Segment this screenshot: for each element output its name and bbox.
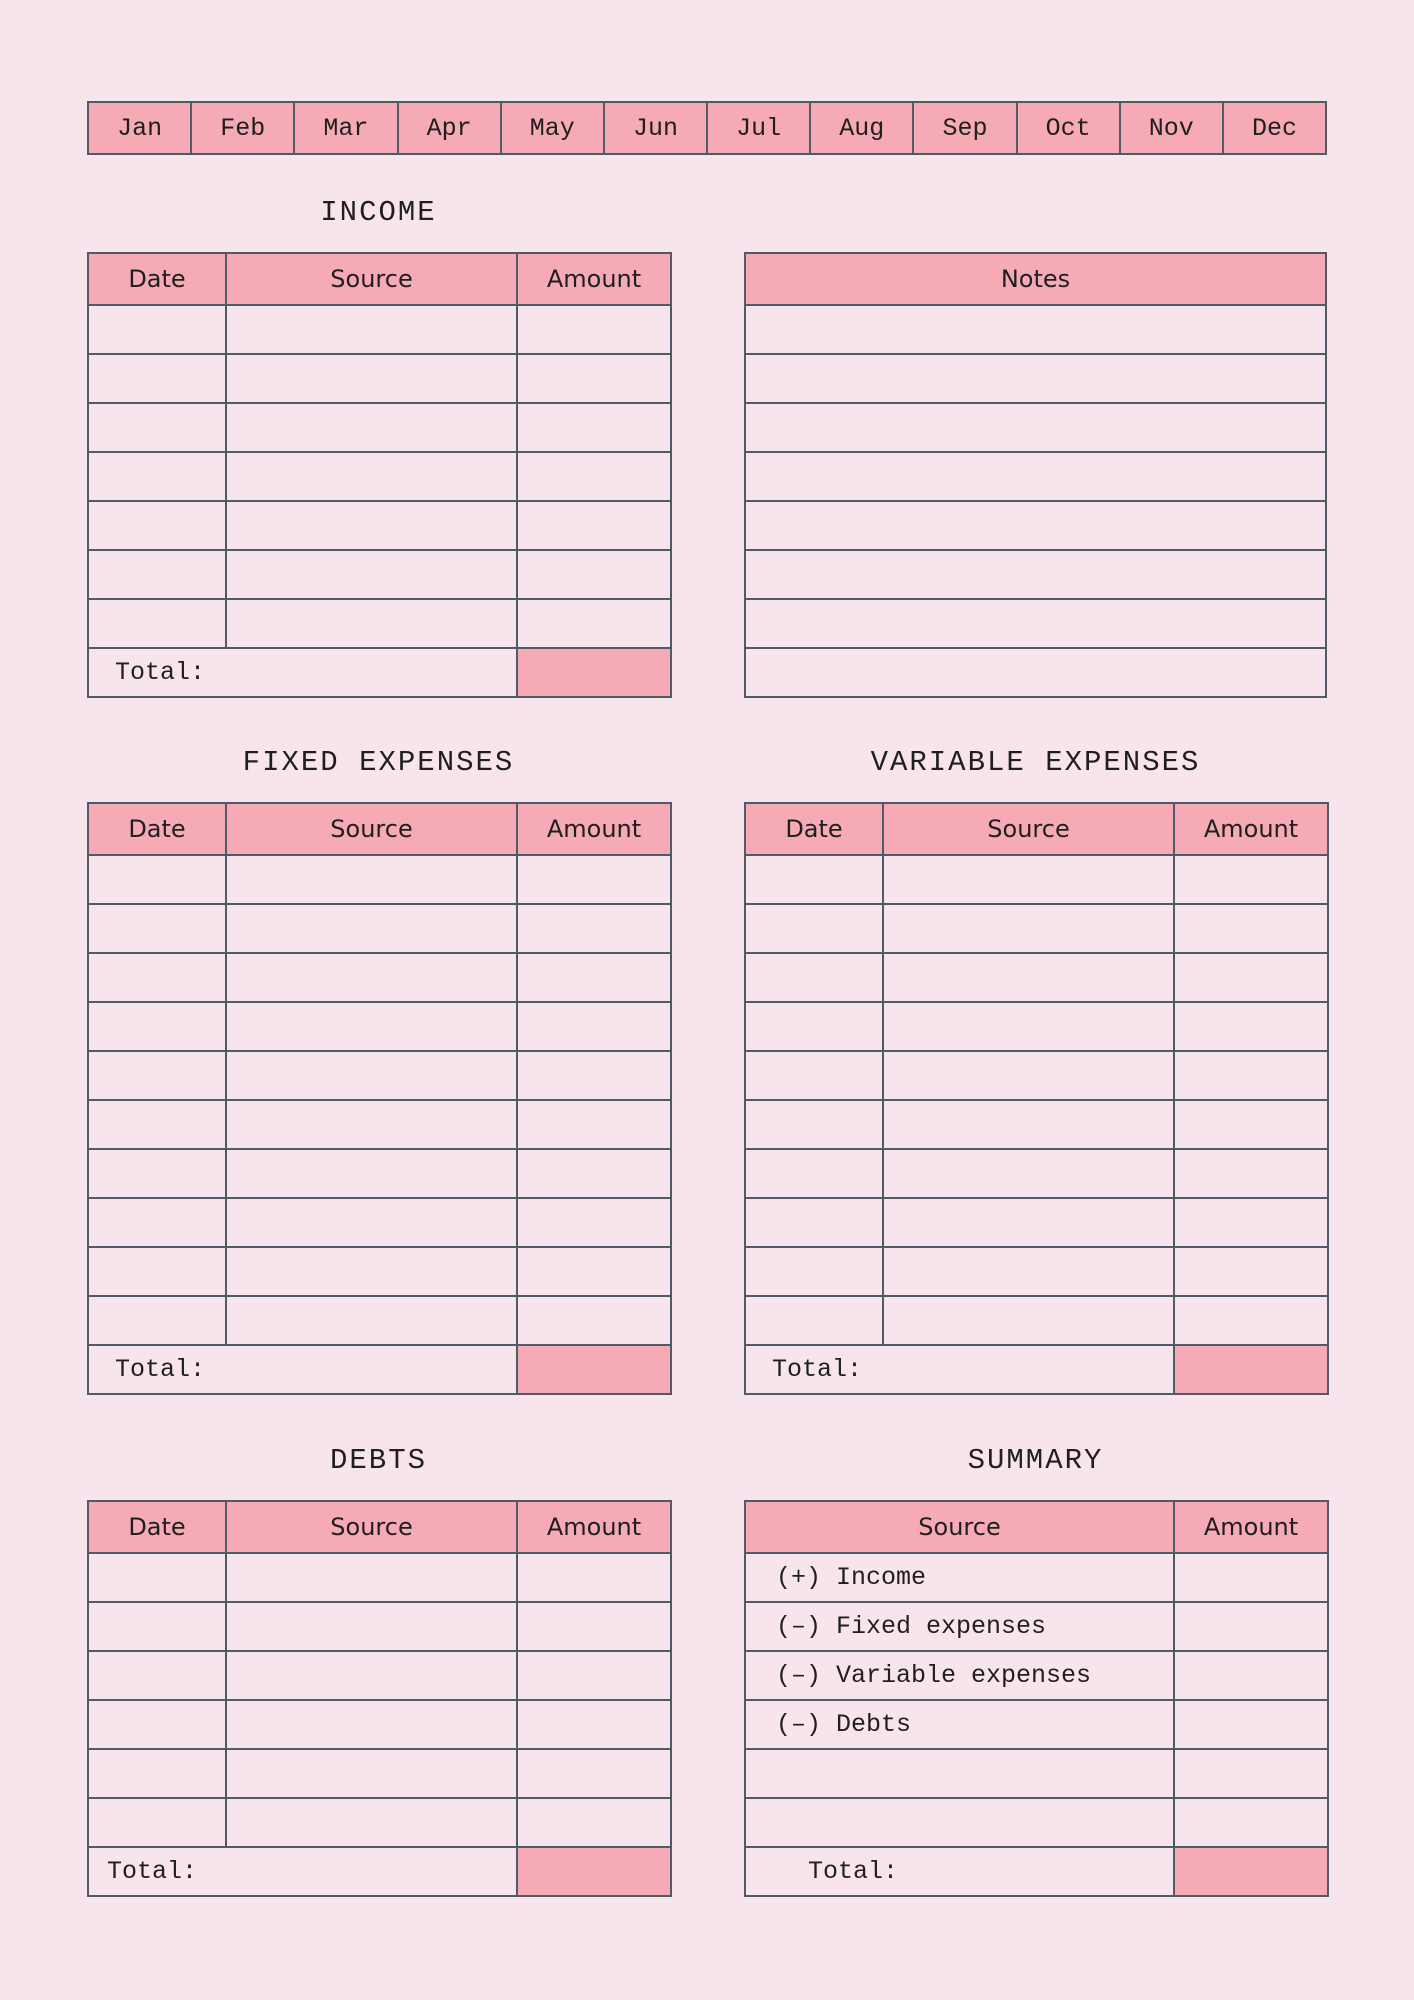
fixed-row <box>88 1296 671 1345</box>
variable-date-cell[interactable] <box>745 1002 883 1051</box>
variable-source-cell[interactable] <box>883 904 1174 953</box>
income-source-cell[interactable] <box>226 599 517 648</box>
variable-source-cell[interactable] <box>883 1198 1174 1247</box>
fixed-date-cell[interactable] <box>88 1100 226 1149</box>
summary-income-amount[interactable] <box>1174 1553 1328 1602</box>
notes-row <box>745 501 1326 550</box>
notes-row <box>745 599 1326 648</box>
month-tab-jun[interactable]: Jun <box>605 103 708 153</box>
income-row <box>88 403 671 452</box>
summary-total-amount[interactable] <box>1174 1847 1328 1896</box>
fixed-date-header: Date <box>88 803 226 855</box>
variable-source-cell[interactable] <box>883 1296 1174 1345</box>
fixed-row <box>88 1247 671 1296</box>
fixed-total-label: Total: <box>88 1345 517 1394</box>
summary-row <box>745 1798 1328 1847</box>
fixed-source-cell[interactable] <box>226 1149 517 1198</box>
variable-date-cell[interactable] <box>745 855 883 904</box>
fixed-source-cell[interactable] <box>226 1198 517 1247</box>
variable-row <box>745 1247 1328 1296</box>
month-tab-oct[interactable]: Oct <box>1018 103 1121 153</box>
income-source-cell[interactable] <box>226 501 517 550</box>
summary-blank-cell[interactable] <box>745 1749 1174 1798</box>
notes-header: Notes <box>745 253 1326 305</box>
variable-row <box>745 1296 1328 1345</box>
fixed-amount-cell[interactable] <box>517 1002 671 1051</box>
month-tab-jan[interactable]: Jan <box>89 103 192 153</box>
summary-title: SUMMARY <box>967 1444 1104 1477</box>
debts-total-amount[interactable] <box>517 1847 671 1896</box>
income-row <box>88 354 671 403</box>
fixed-source-cell[interactable] <box>226 1296 517 1345</box>
variable-date-cell[interactable] <box>745 953 883 1002</box>
notes-note-cell[interactable] <box>745 501 1326 550</box>
summary-debts-label: (–) Debts <box>745 1700 1174 1749</box>
summary-total-label: Total: <box>745 1847 1174 1896</box>
variable-source-cell[interactable] <box>883 953 1174 1002</box>
income-row <box>88 599 671 648</box>
variable-source-cell[interactable] <box>883 1100 1174 1149</box>
income-date-cell[interactable] <box>88 550 226 599</box>
fixed-source-cell[interactable] <box>226 1247 517 1296</box>
debts-date-cell[interactable] <box>88 1651 226 1700</box>
notes-note-cell[interactable] <box>745 354 1326 403</box>
fixed-expenses-title: FIXED EXPENSES <box>242 746 515 779</box>
debts-date-cell[interactable] <box>88 1749 226 1798</box>
summary-table <box>744 1500 1329 1897</box>
variable-date-cell[interactable] <box>745 1051 883 1100</box>
notes-row <box>745 354 1326 403</box>
variable-total-amount[interactable] <box>1174 1345 1328 1394</box>
fixed-date-cell[interactable] <box>88 1149 226 1198</box>
fixed-row <box>88 855 671 904</box>
summary-row <box>745 1553 1328 1602</box>
debts-total-row <box>88 1847 671 1896</box>
variable-total-label: Total: <box>745 1345 1174 1394</box>
summary-variable-label: (–) Variable expenses <box>745 1651 1174 1700</box>
debts-title: DEBTS <box>329 1444 427 1477</box>
debts-row <box>88 1749 671 1798</box>
variable-amount-cell[interactable] <box>1174 1247 1328 1296</box>
fixed-amount-cell[interactable] <box>517 953 671 1002</box>
variable-source-header: Source <box>883 803 1174 855</box>
fixed-expenses-table <box>87 802 672 1395</box>
month-tab-jul[interactable]: Jul <box>708 103 811 153</box>
income-amount-cell[interactable] <box>517 452 671 501</box>
variable-date-cell[interactable] <box>745 1296 883 1345</box>
variable-row <box>745 1051 1328 1100</box>
debts-date-header: Date <box>88 1501 226 1553</box>
income-date-cell[interactable] <box>88 354 226 403</box>
variable-row <box>745 904 1328 953</box>
income-total-label: Total: <box>88 648 517 697</box>
notes-note-cell[interactable] <box>745 452 1326 501</box>
income-amount-cell[interactable] <box>517 354 671 403</box>
notes-row <box>745 452 1326 501</box>
debts-source-cell[interactable] <box>226 1602 517 1651</box>
summary-blank-amount[interactable] <box>1174 1749 1328 1798</box>
debts-source-cell[interactable] <box>226 1798 517 1847</box>
fixed-row <box>88 904 671 953</box>
income-date-cell[interactable] <box>88 403 226 452</box>
debts-row <box>88 1602 671 1651</box>
debts-amount-cell[interactable] <box>517 1553 671 1602</box>
variable-date-cell[interactable] <box>745 1247 883 1296</box>
fixed-amount-cell[interactable] <box>517 855 671 904</box>
fixed-source-cell[interactable] <box>226 1100 517 1149</box>
income-total-amount[interactable] <box>517 648 671 697</box>
variable-row <box>745 1149 1328 1198</box>
month-tab-dec[interactable]: Dec <box>1251 113 1297 143</box>
debts-row <box>88 1651 671 1700</box>
fixed-row <box>88 1149 671 1198</box>
variable-date-cell[interactable] <box>745 1100 883 1149</box>
fixed-amount-cell[interactable] <box>517 1296 671 1345</box>
fixed-source-cell[interactable] <box>226 1051 517 1100</box>
summary-fixed-amount[interactable] <box>1174 1602 1328 1651</box>
summary-row <box>745 1602 1328 1651</box>
income-source-cell[interactable] <box>226 354 517 403</box>
income-row <box>88 550 671 599</box>
notes-note-cell[interactable] <box>745 305 1326 354</box>
fixed-row <box>88 953 671 1002</box>
debts-row <box>88 1798 671 1847</box>
variable-amount-header: Amount <box>1174 803 1328 855</box>
notes-row <box>745 648 1326 697</box>
income-source-cell[interactable] <box>226 305 517 354</box>
debts-source-cell[interactable] <box>226 1749 517 1798</box>
debts-source-cell[interactable] <box>226 1651 517 1700</box>
fixed-date-cell[interactable] <box>88 904 226 953</box>
fixed-row <box>88 1051 671 1100</box>
variable-source-cell[interactable] <box>883 1051 1174 1100</box>
variable-expenses-title: VARIABLE EXPENSES <box>870 746 1201 779</box>
variable-expenses-table <box>744 802 1329 1395</box>
notes-note-cell[interactable] <box>745 403 1326 452</box>
fixed-source-cell[interactable] <box>226 904 517 953</box>
debts-date-cell[interactable] <box>88 1553 226 1602</box>
variable-amount-cell[interactable] <box>1174 1002 1328 1051</box>
debts-total-label: Total: <box>88 1847 517 1896</box>
variable-total-row <box>745 1345 1328 1394</box>
summary-source-header: Source <box>745 1501 1174 1553</box>
summary-blank-cell[interactable] <box>745 1798 1174 1847</box>
debts-row <box>88 1553 671 1602</box>
debts-date-cell[interactable] <box>88 1602 226 1651</box>
summary-variable-amount[interactable] <box>1174 1651 1328 1700</box>
income-total-row <box>88 648 671 697</box>
variable-amount-cell[interactable] <box>1174 1100 1328 1149</box>
summary-row <box>745 1700 1328 1749</box>
month-tab-mar[interactable]: Mar <box>295 103 398 153</box>
fixed-date-cell[interactable] <box>88 953 226 1002</box>
fixed-source-header: Source <box>226 803 517 855</box>
fixed-date-cell[interactable] <box>88 1002 226 1051</box>
debts-amount-cell[interactable] <box>517 1700 671 1749</box>
fixed-amount-cell[interactable] <box>517 1247 671 1296</box>
month-tab-apr[interactable]: Apr <box>399 103 502 153</box>
income-date-cell[interactable] <box>88 501 226 550</box>
month-tab-sep[interactable]: Sep <box>914 103 1017 153</box>
debts-date-cell[interactable] <box>88 1700 226 1749</box>
income-date-cell[interactable] <box>88 305 226 354</box>
notes-row <box>745 403 1326 452</box>
summary-amount-header: Amount <box>1174 1501 1328 1553</box>
fixed-source-cell[interactable] <box>226 953 517 1002</box>
debts-table <box>87 1500 672 1897</box>
variable-amount-cell[interactable] <box>1174 855 1328 904</box>
income-source-cell[interactable] <box>226 403 517 452</box>
variable-amount-cell[interactable] <box>1174 1149 1328 1198</box>
summary-fixed-label: (–) Fixed expenses <box>745 1602 1174 1651</box>
month-tabs <box>87 101 1327 155</box>
income-date-header: Date <box>88 253 226 305</box>
fixed-date-cell[interactable] <box>88 855 226 904</box>
fixed-amount-cell[interactable] <box>517 1051 671 1100</box>
variable-date-cell[interactable] <box>745 904 883 953</box>
income-amount-cell[interactable] <box>517 403 671 452</box>
income-date-cell[interactable] <box>88 599 226 648</box>
income-source-cell[interactable] <box>226 550 517 599</box>
income-table <box>87 252 672 698</box>
notes-table <box>744 252 1327 698</box>
fixed-amount-cell[interactable] <box>517 1149 671 1198</box>
variable-date-cell[interactable] <box>745 1149 883 1198</box>
variable-source-cell[interactable] <box>883 1247 1174 1296</box>
income-amount-cell[interactable] <box>517 501 671 550</box>
fixed-date-cell[interactable] <box>88 1051 226 1100</box>
income-row <box>88 305 671 354</box>
income-title: INCOME <box>320 196 437 229</box>
debts-source-cell[interactable] <box>226 1553 517 1602</box>
fixed-row <box>88 1002 671 1051</box>
debts-amount-cell[interactable] <box>517 1602 671 1651</box>
variable-source-cell[interactable] <box>883 1002 1174 1051</box>
debts-source-header: Source <box>226 1501 517 1553</box>
debts-row <box>88 1700 671 1749</box>
income-row <box>88 501 671 550</box>
summary-total-row <box>745 1847 1328 1896</box>
summary-blank-amount[interactable] <box>1174 1798 1328 1847</box>
variable-row <box>745 1198 1328 1247</box>
fixed-amount-cell[interactable] <box>517 904 671 953</box>
fixed-total-amount[interactable] <box>517 1345 671 1394</box>
summary-row <box>745 1651 1328 1700</box>
fixed-row <box>88 1100 671 1149</box>
debts-date-cell[interactable] <box>88 1798 226 1847</box>
variable-date-header: Date <box>745 803 883 855</box>
variable-source-cell[interactable] <box>883 1149 1174 1198</box>
month-tab-aug[interactable]: Aug <box>811 103 914 153</box>
summary-income-label: (+) Income <box>745 1553 1174 1602</box>
income-amount-cell[interactable] <box>517 599 671 648</box>
variable-row <box>745 1100 1328 1149</box>
variable-row <box>745 855 1328 904</box>
fixed-source-cell[interactable] <box>226 855 517 904</box>
notes-note-cell[interactable] <box>745 599 1326 648</box>
variable-row <box>745 1002 1328 1051</box>
summary-row <box>745 1749 1328 1798</box>
notes-note-cell[interactable] <box>745 550 1326 599</box>
income-amount-header: Amount <box>517 253 671 305</box>
summary-debts-amount[interactable] <box>1174 1700 1328 1749</box>
debts-amount-cell[interactable] <box>517 1798 671 1847</box>
notes-row <box>745 550 1326 599</box>
fixed-amount-cell[interactable] <box>517 1100 671 1149</box>
fixed-total-row <box>88 1345 671 1394</box>
variable-row <box>745 953 1328 1002</box>
debts-amount-cell[interactable] <box>517 1749 671 1798</box>
variable-amount-cell[interactable] <box>1174 953 1328 1002</box>
notes-note-cell[interactable] <box>745 648 1326 697</box>
variable-amount-cell[interactable] <box>1174 904 1328 953</box>
fixed-row <box>88 1198 671 1247</box>
variable-source-cell[interactable] <box>883 855 1174 904</box>
month-tab-may[interactable]: May <box>502 103 605 153</box>
variable-amount-cell[interactable] <box>1174 1198 1328 1247</box>
debts-amount-cell[interactable] <box>517 1651 671 1700</box>
income-date-cell[interactable] <box>88 452 226 501</box>
fixed-amount-cell[interactable] <box>517 1198 671 1247</box>
income-amount-cell[interactable] <box>517 550 671 599</box>
notes-row <box>745 305 1326 354</box>
income-source-cell[interactable] <box>226 452 517 501</box>
income-amount-cell[interactable] <box>517 305 671 354</box>
variable-date-cell[interactable] <box>745 1198 883 1247</box>
month-tab-nov[interactable]: Nov <box>1121 103 1224 153</box>
fixed-date-cell[interactable] <box>88 1296 226 1345</box>
income-row <box>88 452 671 501</box>
variable-amount-cell[interactable] <box>1174 1296 1328 1345</box>
fixed-amount-header: Amount <box>517 803 671 855</box>
fixed-date-cell[interactable] <box>88 1198 226 1247</box>
debts-source-cell[interactable] <box>226 1700 517 1749</box>
variable-amount-cell[interactable] <box>1174 1051 1328 1100</box>
debts-amount-header: Amount <box>517 1501 671 1553</box>
income-source-header: Source <box>226 253 517 305</box>
fixed-date-cell[interactable] <box>88 1247 226 1296</box>
month-tab-feb[interactable]: Feb <box>192 103 295 153</box>
fixed-source-cell[interactable] <box>226 1002 517 1051</box>
